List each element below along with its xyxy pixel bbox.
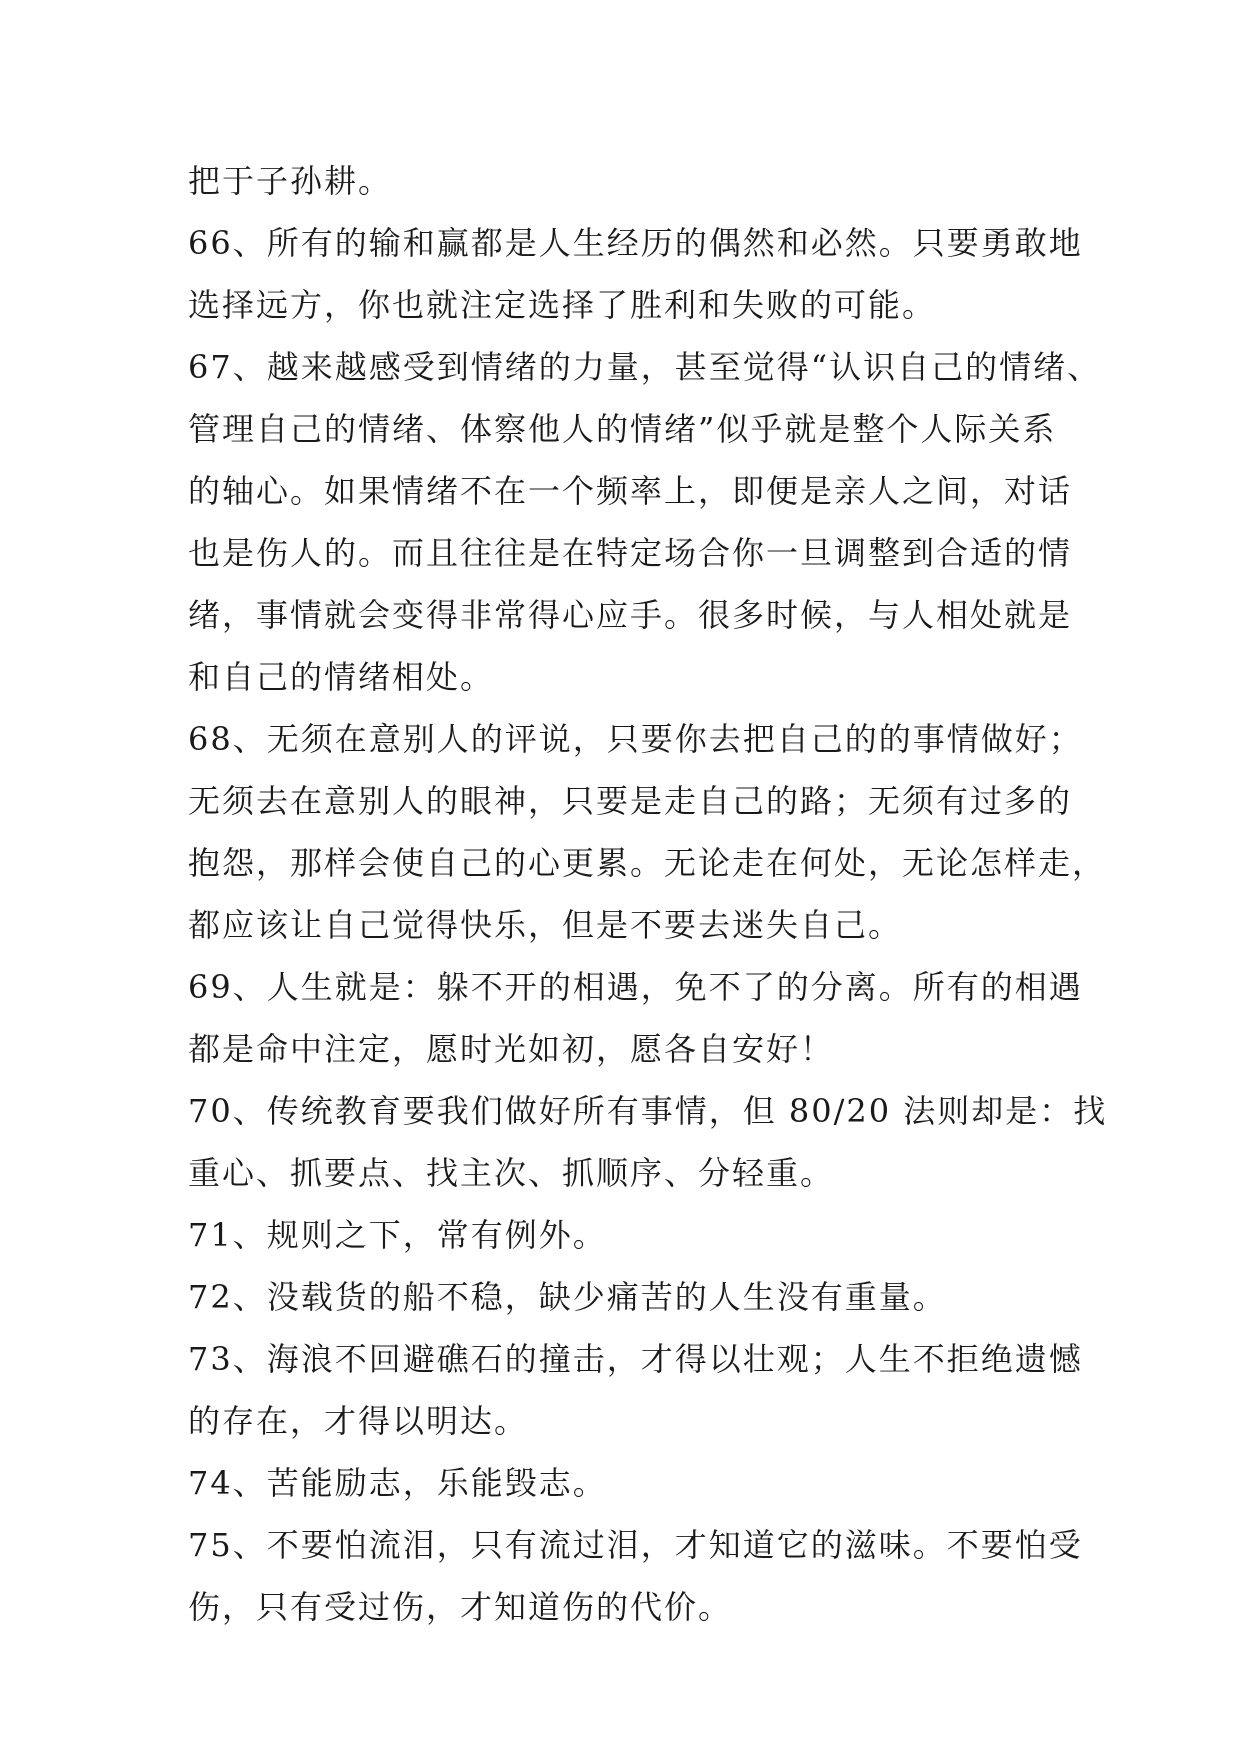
text-line: 的轴心。如果情绪不在一个频率上，即便是亲人之间，对话 xyxy=(188,472,1073,510)
text-line: 伤，只有受过伤，才知道伤的代价。 xyxy=(188,1588,733,1626)
text-line: 绪，事情就会变得非常得心应手。很多时候，与人相处就是 xyxy=(188,596,1073,634)
text-line: 69、人生就是：躲不开的相遇，免不了的分离。所有的相遇 xyxy=(188,968,1083,1006)
text-line: 重心、抓要点、找主次、抓顺序、分轻重。 xyxy=(188,1154,835,1192)
text-line: 和自己的情绪相处。 xyxy=(188,658,495,696)
text-line: 67、越来越感受到情绪的力量，甚至觉得“认识自己的情绪、 xyxy=(188,348,1102,386)
text-line: 70、传统教育要我们做好所有事情，但 80/20 法则却是：找 xyxy=(188,1092,1108,1130)
text-line: 把于子孙耕。 xyxy=(188,162,393,200)
text-line: 72、没载货的船不稳，缺少痛苦的人生没有重量。 xyxy=(188,1278,947,1316)
text-line: 管理自己的情绪、体察他人的情绪”似乎就是整个人际关系 xyxy=(188,410,1057,448)
text-line: 都应该让自己觉得快乐，但是不要去迷失自己。 xyxy=(188,906,903,944)
text-line: 74、苦能励志，乐能毁志。 xyxy=(188,1464,607,1502)
text-line: 71、规则之下，常有例外。 xyxy=(188,1216,607,1254)
text-line: 选择远方，你也就注定选择了胜利和失败的可能。 xyxy=(188,286,937,324)
text-line: 75、不要怕流泪，只有流过泪，才知道它的滋味。不要怕受 xyxy=(188,1526,1083,1564)
document-body xyxy=(188,150,1108,1638)
text-line: 68、无须在意别人的评说，只要你去把自己的的事情做好； xyxy=(188,720,1083,758)
text-line: 的存在，才得以明达。 xyxy=(188,1402,529,1440)
text-line: 无须去在意别人的眼神，只要是走自己的路；无须有过多的 xyxy=(188,782,1073,820)
text-line: 抱怨，那样会使自己的心更累。无论走在何处，无论怎样走， xyxy=(188,844,1107,882)
text-line: 也是伤人的。而且往往是在特定场合你一旦调整到合适的情 xyxy=(188,534,1073,572)
text-line: 66、所有的输和赢都是人生经历的偶然和必然。只要勇敢地 xyxy=(188,224,1083,262)
text-line: 73、海浪不回避礁石的撞击，才得以壮观；人生不拒绝遗憾 xyxy=(188,1340,1083,1378)
text-line: 都是命中注定，愿时光如初，愿各自安好！ xyxy=(188,1030,835,1068)
